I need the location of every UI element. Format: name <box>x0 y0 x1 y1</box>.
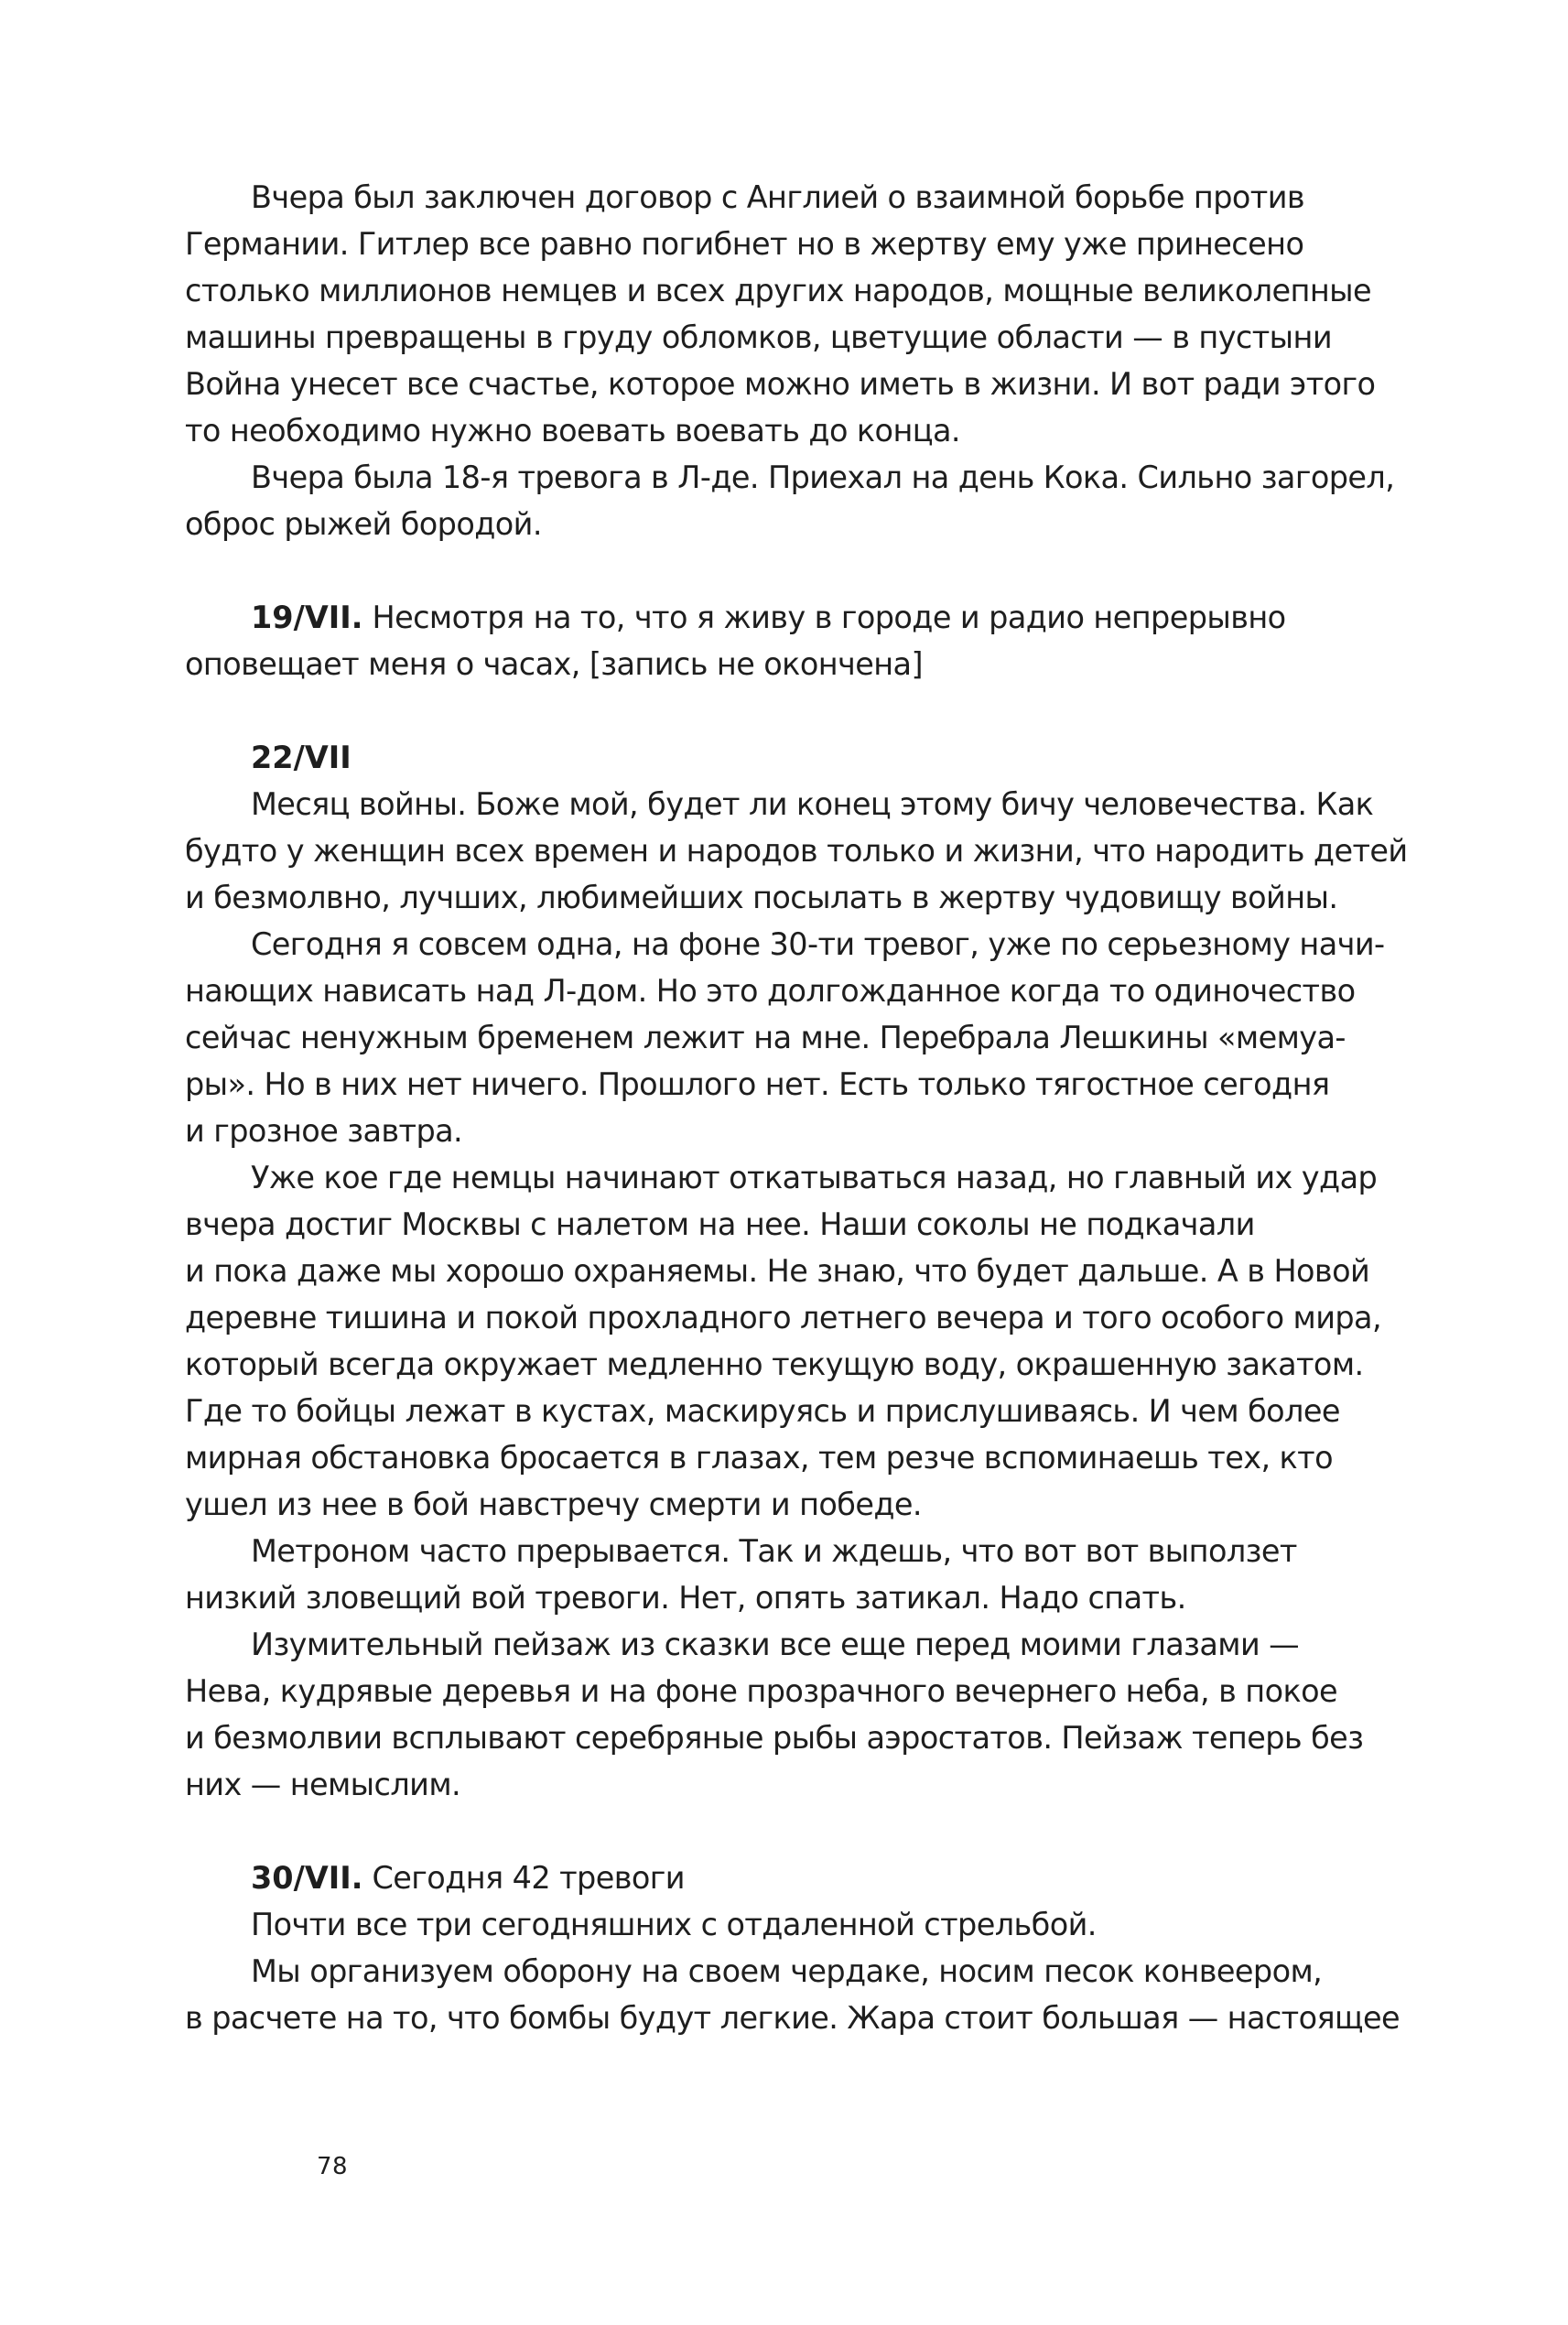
entry-date: 19/VII. <box>251 600 363 635</box>
page-number: 78 <box>317 2153 349 2180</box>
entry-text: Несмотря на то, что я живу в городе и радио непрерывно <box>362 600 1286 635</box>
text-line: Вчера был заключен договор с Англией о взаимной борьбе против <box>251 179 1305 215</box>
text-line: и грозное завтра. <box>185 1113 463 1149</box>
text-line: Изумительный пейзаж из сказки все еще перед моими глазами — <box>251 1627 1300 1662</box>
text-line: и безмолвии всплывают серебряные рыбы аэростатов. Пейзаж теперь без <box>185 1720 1364 1756</box>
text-line: ры». Но в них нет ничего. Прошлого нет. Есть только тягостное сегодня <box>185 1066 1330 1102</box>
text-line: нающих нависать над Л-дом. Но это долгожданное когда то одиночество <box>185 973 1356 1009</box>
text-line: Вчера была 18-я тревога в Л-де. Приехал на день Кока. Сильно загорел, <box>251 460 1395 495</box>
text-line: Месяц войны. Боже мой, будет ли конец этому бичу человечества. Как <box>251 786 1374 822</box>
text-line: них — немыслим. <box>185 1767 461 1802</box>
text-line: Германии. Гитлер все равно погибнет но в жертву ему уже принесено <box>185 226 1304 262</box>
text-line <box>185 594 1366 641</box>
text-line: столько миллионов немцев и всех других народов, мощные великолепные <box>185 273 1372 308</box>
entry-19-vii <box>185 594 1366 687</box>
entry-22-vii <box>185 734 1408 1808</box>
text-line <box>185 1855 1366 1901</box>
entry-untitled <box>185 174 1395 547</box>
text-line: и безмолвно, лучших, любимейших посылать в жертву чудовищу войны. <box>185 880 1338 915</box>
text-line: деревне тишина и покой прохладного летнего вечера и того особого мира, <box>185 1300 1382 1336</box>
text-line: машины превращены в груду обломков, цветущие области — в пустыни <box>185 319 1332 355</box>
text-line: низкий зловещий вой тревоги. Нет, опять затикал. Надо спать. <box>185 1580 1186 1616</box>
text-line: мирная обстановка бросается в глазах, тем резче вспоминаешь тех, кто <box>185 1440 1333 1476</box>
entry-gap <box>185 1808 1366 1855</box>
text-line: оброс рыжей бородой. <box>185 506 542 542</box>
text-line: Где то бойцы лежат в кустах, маскируясь и прислушиваясь. И чем более <box>185 1393 1340 1429</box>
text-line: Нева, кудрявые деревья и на фоне прозрачного вечернего неба, в покое <box>185 1673 1338 1709</box>
text-line: ушел из нее в бой навстречу смерти и победе. <box>185 1487 922 1522</box>
text-line: Сегодня я совсем одна, на фоне 30-ти тревог, уже по серьезному начи- <box>251 926 1385 962</box>
entry-30-vii <box>185 1855 1400 2041</box>
text-line: Почти все три сегодняшних с отдаленной стрельбой. <box>251 1907 1097 1942</box>
entry-text: Сегодня 42 тревоги <box>362 1860 685 1896</box>
text-line: вчера достиг Москвы с налетом на нее. Наши соколы не подкачали <box>185 1206 1255 1242</box>
text-line: который всегда окружает медленно текущую воду, окрашенную закатом. <box>185 1346 1364 1382</box>
entry-date: 30/VII. <box>251 1860 363 1896</box>
text-line: Война унесет все счастье, которое можно иметь в жизни. И вот ради этого <box>185 366 1376 402</box>
text-line: то необходимо нужно воевать воевать до конца. <box>185 413 960 449</box>
text-line: Мы организуем оборону на своем чердаке, носим песок конвеером, <box>251 1953 1323 1989</box>
text-line: Уже кое где немцы начинают откатываться назад, но главный их удар <box>251 1160 1378 1195</box>
text-line: оповещает меня о часах, [запись не окончена] <box>185 646 923 682</box>
page-text <box>185 174 1408 2041</box>
entry-gap <box>185 547 1366 594</box>
text-line: в расчете на то, что бомбы будут легкие. Жара стоит большая — настоящее <box>185 2000 1400 2036</box>
entry-gap <box>185 687 1366 734</box>
text-line: будто у женщин всех времен и народов только и жизни, что народить детей <box>185 833 1408 869</box>
text-line: сейчас ненужным бременем лежит на мне. Перебрала Лешкины «мемуа- <box>185 1020 1346 1055</box>
entry-date: 22/VII <box>251 740 351 775</box>
text-line: Метроном часто прерывается. Так и ждешь, что вот вот выползет <box>251 1533 1297 1569</box>
text-line: и пока даже мы хорошо охраняемы. Не знаю, что будет дальше. А в Новой <box>185 1253 1370 1289</box>
